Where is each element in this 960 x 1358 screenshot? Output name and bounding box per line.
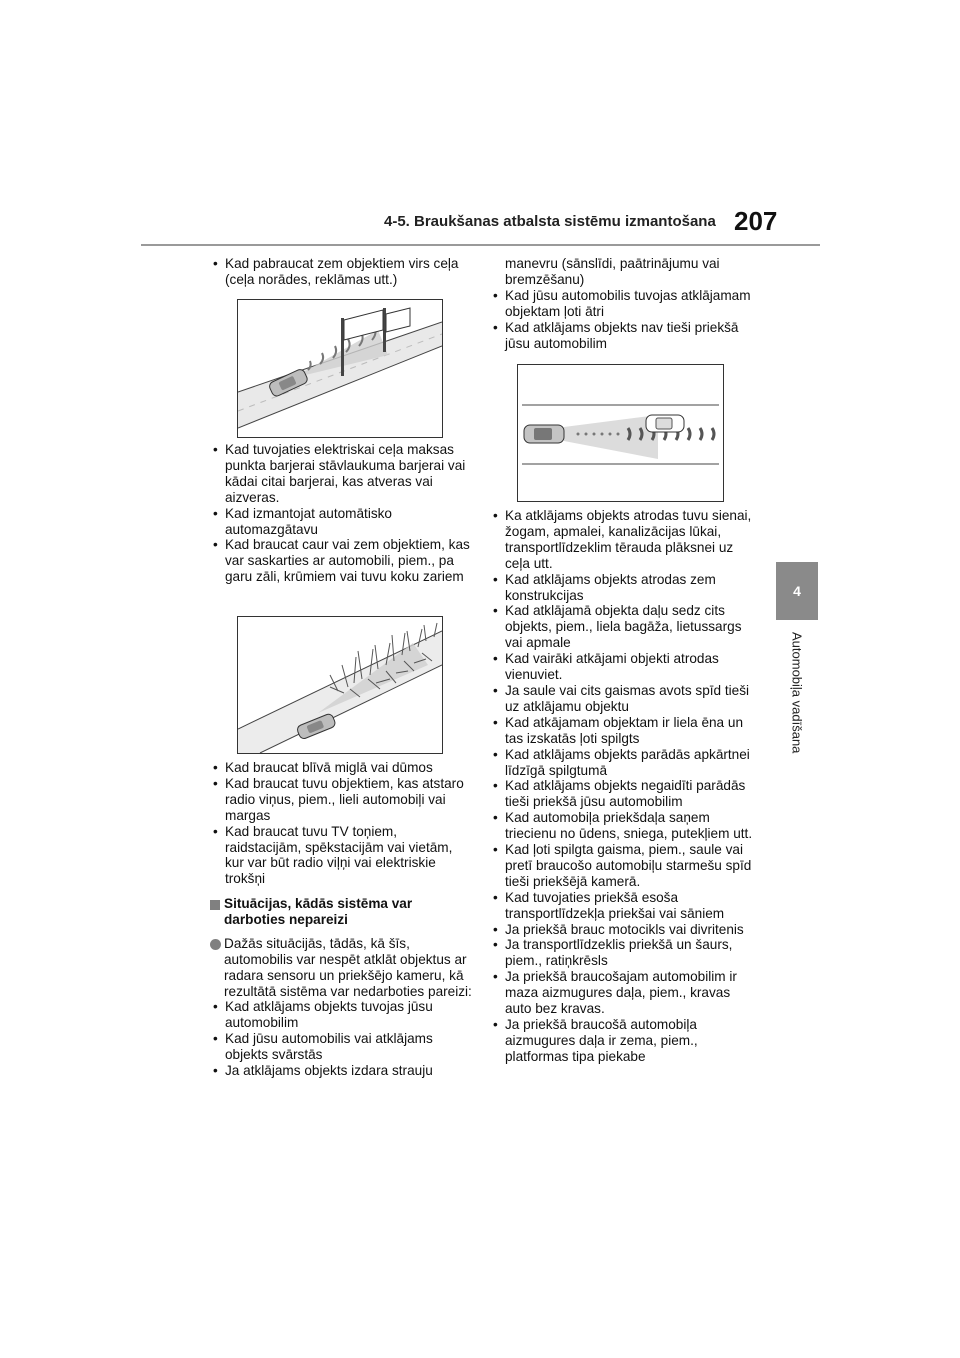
list-item: • Kad atklājams objekts atrodas zem konstrukcijas bbox=[490, 572, 760, 604]
list-item: • Ja transportlīdzeklis priekšā un šaurs, piem., ratiņkrēsls bbox=[490, 937, 760, 969]
list-item: • Kad atklājams objekts negaidīti parādās tieši priekšā jūsu automobilim bbox=[490, 778, 760, 810]
left-section bbox=[210, 896, 472, 1079]
list-item: • Kad vairāki atkājami objekti atrodas vienuviet. bbox=[490, 651, 760, 683]
list-item: • Kad automobiļa priekšdaļa saņem triecienu no ūdens, sniega, putekļiem utt. bbox=[490, 810, 760, 842]
list-item: • Kad atklājams objekts parādās apkārtnei līdzīgā spilgtumā bbox=[490, 747, 760, 779]
section-heading: Situācijas, kādās sistēma var darboties nepareizi bbox=[210, 896, 472, 928]
list-item: • Kad atkājamam objektam ir liela ēna un tas izskatās ļoti spilgts bbox=[490, 715, 760, 747]
list-item: • Kad izmantojat automātisko automazgātavu bbox=[210, 506, 472, 538]
list-item: • Kad jūsu automobilis tuvojas atklājamam objektam ļoti ātri bbox=[490, 288, 760, 320]
list-item: • Kad braucat caur vai zem objektiem, kas var saskarties ar automobili, piem., pa garu zāli, krūmiem vai tuvu koku zariem bbox=[210, 537, 472, 585]
list-item: • Kad atklājams objekts nav tieši priekšā jūsu automobilim bbox=[490, 320, 760, 352]
list-item: • Kad tuvojaties elektriskai ceļa maksas punkta barjerai stāvlaukuma barjerai vai kādai citai barjerai, kas atveras vai aizveras. bbox=[210, 442, 472, 506]
header-divider bbox=[141, 244, 820, 246]
list-item: • Kad braucat tuvu objektiem, kas atstaro radio viņus, piem., lieli automobiļi vai margas bbox=[210, 776, 472, 824]
section-title: 4-5. Braukšanas atbalsta sistēmu izmantošana bbox=[384, 213, 716, 230]
list-item: • Ja priekšā braucošā automobiļa aizmugures daļa ir zema, piem., platformas tipa piekabe bbox=[490, 1017, 760, 1065]
right-bullets-1 bbox=[490, 256, 760, 351]
list-item: • Ja priekšā brauc motocikls vai divritenis bbox=[490, 922, 760, 938]
list-item: • Ja priekšā braucošajam automobilim ir maza aizmugures daļa, piem., kravas auto bez kravas. bbox=[490, 969, 760, 1017]
list-item: • Kad atklājamā objekta daļu sedz cits objekts, piem., liela bagāža, lietussargs vai apmale bbox=[490, 603, 760, 651]
illustration-overhead-sign bbox=[237, 299, 443, 438]
right-bullets-2 bbox=[490, 508, 760, 1065]
illustration-tall-grass bbox=[237, 616, 443, 754]
list-item: • Kad jūsu automobilis vai atklājams objekts svārstās bbox=[210, 1031, 472, 1063]
list-item: • Kad braucat blīvā miglā vai dūmos bbox=[210, 760, 472, 776]
page-number: 207 bbox=[734, 206, 778, 236]
chapter-tab bbox=[776, 562, 818, 620]
circle-bullet-icon bbox=[210, 939, 221, 950]
intro-paragraph: Dažās situācijās, tādās, kā šīs, automobilis var nespēt atklāt objektus ar radara sensoru un priekšējo kameru, kā rezultātā sistēma var nedarboties pareizi: bbox=[210, 936, 472, 1000]
square-bullet-icon bbox=[210, 900, 220, 910]
left-bullets-1 bbox=[210, 256, 472, 288]
continuation-text: manevru (sānslīdi, paātrinājumu vai bremzēšanu) bbox=[505, 256, 720, 287]
illustration-offset-vehicle bbox=[517, 364, 724, 502]
chapter-label bbox=[779, 632, 815, 782]
left-bullets-2 bbox=[210, 442, 472, 585]
list-item: • Ja saule vai cits gaismas avots spīd tieši uz atklājamu objektu bbox=[490, 683, 760, 715]
list-item: • Ka atklājams objekts atrodas tuvu sienai, žogam, apmalei, kanalizācijas lūkai, transportlīdzeklim tērauda plāksnei uz ceļa utt. bbox=[490, 508, 760, 572]
list-item: • Ja atklājams objekts izdara strauju bbox=[210, 1063, 472, 1079]
list-item: • Kad tuvojaties priekšā esoša transportlīdzekļa priekšai vai sāniem bbox=[490, 890, 760, 922]
chapter-title: Automobiļa vadīšana bbox=[789, 632, 805, 754]
chapter-number: 4 bbox=[793, 583, 801, 599]
list-item: • Kad pabraucat zem objektiem virs ceļa (ceļa norādes, reklāmas utt.) bbox=[210, 256, 472, 288]
list-item: • Kad ļoti spilgta gaisma, piem., saule vai pretī braucošo automobiļu starmešu spīd tieši priekšējā kamerā. bbox=[490, 842, 760, 890]
list-item: • Kad atklājams objekts tuvojas jūsu automobilim bbox=[210, 999, 472, 1031]
left-bullets-3 bbox=[210, 760, 472, 887]
list-item: • Kad braucat tuvu TV toņiem, raidstacijām, spēkstacijām vai vietām, kur var būt radio viļņi vai elektriskie trokšņi bbox=[210, 824, 472, 888]
